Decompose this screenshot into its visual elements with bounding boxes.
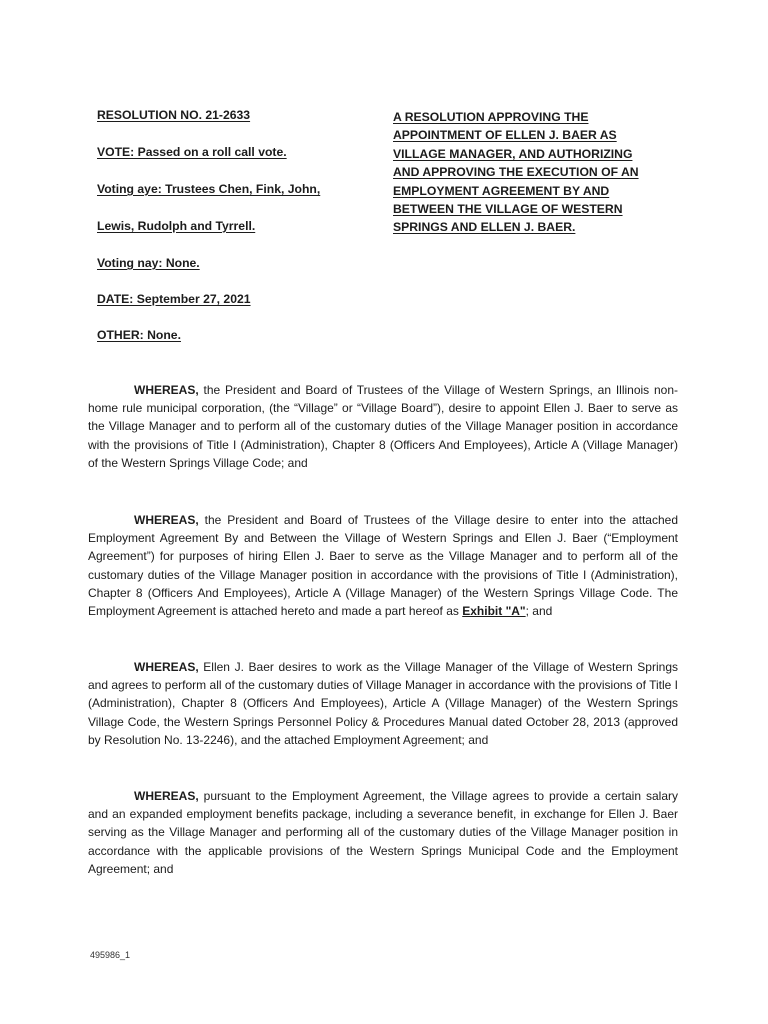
title-line: EMPLOYMENT AGREEMENT BY AND	[393, 183, 610, 198]
whereas-paragraph-4	[88, 787, 678, 878]
voting-nay-line: Voting nay: None.	[97, 256, 200, 270]
other-line: OTHER: None.	[97, 328, 181, 342]
paragraph-text: Ellen J. Baer desires to work as the Village Manager of the Village of Western Springs and agrees to perform all of the customary duties of Village Manager in accordance with the provisions of Title I (Administration), Chapter 8 (Officers And Employees), Article A (Village Manager) of the Western Springs Village Code, the Western Springs Personnel Policy & Procedures Manual dated October 28, 2013 (approved by Resolution No. 13-2246), and the attached Employment Agreement; and	[88, 660, 678, 747]
title-line: BETWEEN THE VILLAGE OF WESTERN	[393, 202, 623, 217]
voting-aye-line-2: Lewis, Rudolph and Tyrrell.	[97, 219, 256, 233]
title-line: APPOINTMENT OF ELLEN J. BAER AS	[393, 128, 617, 143]
whereas-lead: WHEREAS,	[134, 383, 199, 397]
whereas-paragraph-3	[88, 658, 678, 749]
whereas-lead: WHEREAS,	[134, 513, 199, 527]
title-line: AND APPROVING THE EXECUTION OF AN	[393, 165, 639, 180]
resolution-number: RESOLUTION NO. 21-2633	[97, 108, 251, 122]
whereas-paragraph-2	[88, 511, 678, 620]
title-line: A RESOLUTION APPROVING THE	[393, 110, 589, 124]
paragraph-text: the President and Board of Trustees of the Village desire to enter into the attached Employment Agreement By and Between the Village of Western Springs and Ellen J. Baer (“Employment Agreement”) for purposes of hiring Ellen J. Baer to serve as the Village Manager and to perform all of the customary duties of the Village Manager position in accordance with the provisions of Title I (Administration), Chapter 8 (Officers And Employees), Article A (Village Manager) of the Western Springs Village Code. The Employment Agreement is attached hereto and made a part hereof as	[88, 513, 678, 619]
document-id: 495986_1	[90, 950, 131, 960]
whereas-paragraph-1	[88, 381, 678, 472]
voting-aye-line-1: Voting aye: Trustees Chen, Fink, John,	[97, 182, 321, 196]
title-line: SPRINGS AND ELLEN J. BAER.	[393, 220, 576, 235]
date-line: DATE: September 27, 2021	[97, 292, 251, 306]
paragraph-text: the President and Board of Trustees of the Village of Western Springs, an Illinois non-home rule municipal corporation, (the “Village” or “Village Board”), desire to appoint Ellen J. Baer to serve as the Village Manager and to perform all of the customary duties of the Village Manager position in accordance with the provisions of Title I (Administration), Chapter 8 (Officers And Employees), Article A (Village Manager) of the Western Springs Village Code; and	[88, 383, 678, 470]
vote-line: VOTE: Passed on a roll call vote.	[97, 145, 287, 159]
whereas-lead: WHEREAS,	[134, 789, 199, 803]
paragraph-tail: ; and	[525, 604, 553, 619]
title-line: VILLAGE MANAGER, AND AUTHORIZING	[393, 146, 633, 161]
exhibit-reference: Exhibit "A"	[462, 604, 526, 619]
whereas-lead: WHEREAS,	[134, 660, 199, 674]
resolution-title	[393, 108, 663, 237]
paragraph-text: pursuant to the Employment Agreement, the Village agrees to provide a certain salary and an expanded employment benefits package, including a severance benefit, in exchange for Ellen J. Baer serving as the Village Manager and performing all of the customary duties of the Village Manager position in accordance with the applicable provisions of the Western Springs Municipal Code and the Employment Agreement; and	[88, 789, 678, 876]
